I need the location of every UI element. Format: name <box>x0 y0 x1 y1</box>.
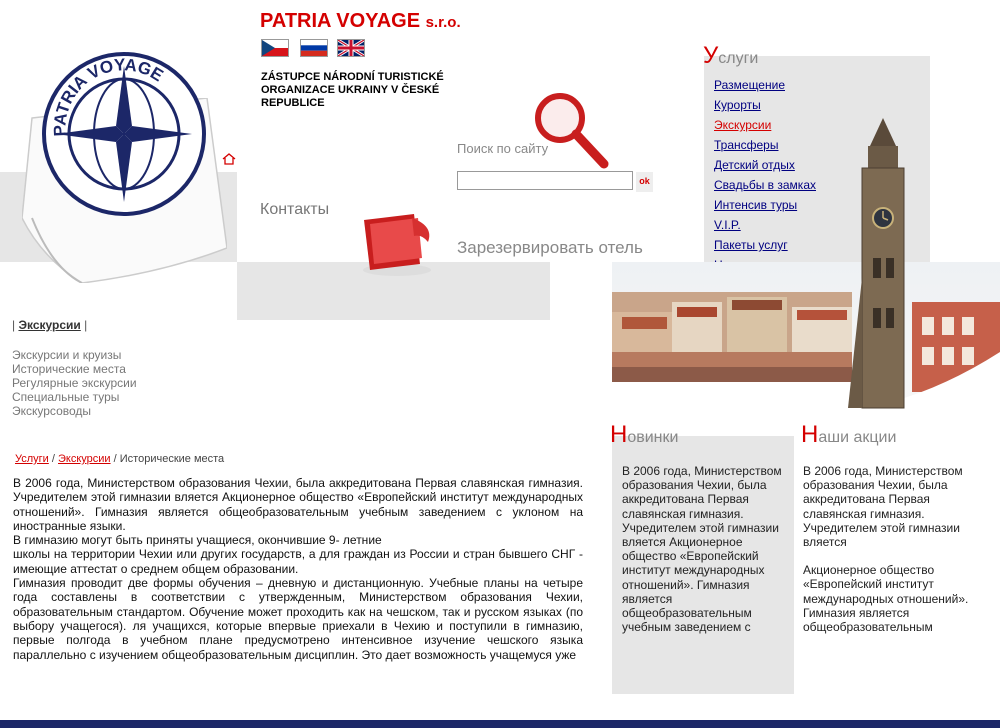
search-input[interactable] <box>457 171 633 190</box>
breadcrumb-current: Исторические места <box>119 453 225 465</box>
services-menu-item[interactable]: Экскурсии <box>714 118 772 132</box>
paragraph: В 2006 года, Министерством образования Чехии, была аккредитована Первая славянская гимназия. Учредителем этой гимназии вляется Акционерное общество «Европейский институт международных отношений». Гимназия является общеобразовательным учебным заведением с уклоном на иностранные языки. <box>13 476 583 533</box>
breadcrumb-link[interactable]: Экскурсии <box>58 453 111 465</box>
subnav-item[interactable]: Экскурсии и круизы <box>12 348 122 362</box>
services-title: Услуги <box>703 42 759 69</box>
paragraph: Акционерное общество «Европейский институт международных отношений». Гимназия является общеобразовательным <box>803 563 969 635</box>
services-menu-item[interactable]: Свадьбы в замках <box>714 178 816 192</box>
services-menu-item[interactable]: Курорты <box>714 98 761 112</box>
contacts-link[interactable]: Контакты <box>260 201 330 218</box>
article-body <box>13 476 583 662</box>
services-menu-item[interactable]: Интенсив туры <box>714 198 798 212</box>
uk-flag-icon[interactable] <box>337 39 365 57</box>
news-title: Новинки <box>610 421 679 448</box>
search-ok-button[interactable]: ok <box>636 172 653 192</box>
brand-suffix: s.r.o. <box>425 14 461 31</box>
folder-icon[interactable] <box>356 208 438 278</box>
czech-flag-icon[interactable] <box>261 39 289 57</box>
services-menu-item[interactable]: Детский отдых <box>714 158 795 172</box>
services-menu-item[interactable]: Трансферы <box>714 138 779 152</box>
subnav-item[interactable]: Экскурсоводы <box>12 404 92 418</box>
services-menu-item[interactable]: Размещение <box>714 78 785 92</box>
breadcrumb-link[interactable]: Услуги <box>15 453 49 465</box>
section-subnav <box>12 348 137 418</box>
section-heading: | Экскурсии | <box>12 318 88 332</box>
subnav-item[interactable]: Специальные туры <box>12 390 120 404</box>
paragraph: В 2006 года, Министерством образования Чехии, была аккредитована Первая славянская гимназия. Учредителем этой гимназии вляется <box>803 464 963 550</box>
subnav-item[interactable]: Регулярные экскурсии <box>12 376 137 390</box>
logo-text: PATRIA VOYAGE <box>50 55 167 137</box>
actions-text <box>803 464 973 634</box>
paragraph: школы на территории Чехии или других государств, а для граждан из России и стран бывшего СНГ - имеющие аттестат о среднем общем образовании. <box>13 547 583 576</box>
paragraph: В гимназию могут быть приняты учащиеся, окончившие 9- летние <box>13 533 382 548</box>
footer-bar <box>0 720 1000 728</box>
paragraph: Гимназия проводит две формы обучения – дневную и дистанционную. Учебные планы на четыре года составлены в соответствии с утвержденным, Министерством образования Чехии, образовательным стандартом. Обучение может проходить как на чешском, так и русском языках (по выбору учащегося). ля учащихся, которые впервые приехали в Чехию и поступили в гимназию, первые полгода в учебном плане предусмотрено интенсивное изучение чешского языка параллельно с изучением общеобразовательным дисциплин. Это дает возможность учащемуся уже <box>13 576 583 662</box>
reserve-hotel-link[interactable]: Зарезервировать отель <box>457 238 643 257</box>
actions-title: Наши акции <box>801 421 897 448</box>
services-menu-item[interactable]: Пакеты услуг <box>714 238 788 252</box>
news-text <box>622 464 782 634</box>
tagline: ZÁSTUPCE NÁRODNÍ TURISTICKÉ ORGANIZACE UKRAINY V ČESKÉ REPUBLICE <box>261 71 444 109</box>
subnav-item[interactable]: Исторические места <box>12 362 126 376</box>
prague-city-image <box>612 262 1000 412</box>
patria-voyage-logo <box>36 46 211 221</box>
search-label: Поиск по сайту <box>457 141 549 156</box>
breadcrumb: Услуги / Экскурсии / Исторические места <box>15 453 225 465</box>
clock-tower-image <box>848 118 918 410</box>
magnifier-icon <box>530 88 610 170</box>
paragraph: В 2006 года, Министерством образования Чехии, была аккредитована Первая славянская гимназия. Учредителем этой гимназии вляется Акционерное общество «Европейский институт международных отношений». Гимназия является общеобразовательным учебным заведением с <box>622 464 782 635</box>
section-heading-link[interactable]: Экскурсии <box>18 318 81 332</box>
russia-flag-icon[interactable] <box>300 39 328 57</box>
home-icon[interactable] <box>222 153 236 165</box>
services-menu-item[interactable]: V.I.P. <box>714 218 741 232</box>
brand-title <box>260 10 461 33</box>
brand-name: PATRIA VOYAGE <box>260 10 421 32</box>
